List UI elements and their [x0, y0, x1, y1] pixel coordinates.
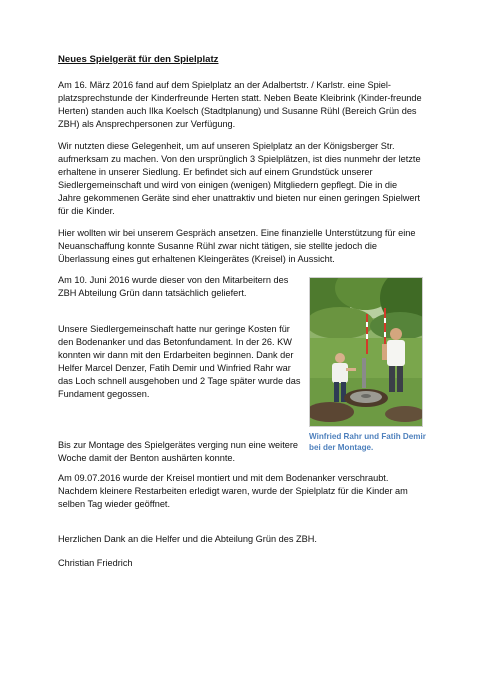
paragraph-6-text: Bis zur Montage des Spielgerätes verging nun eine weitere Woche damit der Benton aushärten konnte. [58, 440, 299, 463]
paragraph-7-text: Am 09.07.2016 wurde der Kreisel montiert und mit dem Bodenanker verschraubt. Nachdem kleinere Restarbeiten erledigt waren, wurde der Spielplatz für die Kinder am selben Tag wieder geöffnet. [58, 473, 408, 509]
paragraph-2 [58, 140, 422, 218]
paragraph-5-text: Unsere Siedlergemeinschaft hatte nur geringe Kosten für den Bodenanker und das Betonfundament. In der 26. KW konnten wir dann mit den Erdarbeiten beginnen. Dank der Helfer Marcel Denzer, Fatih Demir und Winfried Rahr war das Loch schnell ausgehoben und 2 Tage später wurde das Fundament gegossen. [58, 324, 301, 399]
paragraph-8 [58, 533, 422, 546]
paragraph-4-text: Am 10. Juni 2016 wurde dieser von den Mitarbeitern des ZBH Abteilung Grün dann tatsächlich geliefert. [58, 275, 289, 298]
paragraph-7 [58, 472, 422, 511]
paragraph-4 [58, 274, 303, 300]
article-title: Neues Spielgerät für den Spielplatz [58, 54, 219, 65]
paragraph-3 [58, 227, 422, 266]
paragraph-2-text: Wir nutzten diese Gelegenheit, um auf unseren Spielplatz an der Königsberger Str. aufmerksam zu machen. Von den ursprünglich 3 Spielplätzen, ist dies nunmehr der letzte erhaltene in unserer Siedlung. Er befindet sich auf einem Grundstück unserer Siedlergemeinschaft und wird von einigen (wenigen) Mitgliedern gepflegt. Die in die Jahre gekommenen Geräte sind eher unattraktiv und bieten nur einen geringen Spielwert für die Kinder. [58, 141, 421, 216]
installation-photo [309, 277, 423, 427]
signature [58, 557, 422, 570]
paragraph-1-text: Am 16. März 2016 fand auf dem Spielplatz an der Adalbertstr. / Karlstr. eine Spiel-platzsprechstunde der Kinderfreunde Herten statt. Neben Beate Kleibrink (Kinder-freunde Herten) standen auch Ilka Koelsch (Stadtplanung) und Susanne Rühl (Bereich Grün des ZBH) als Ansprechpersonen zur Verfügung. [58, 80, 422, 129]
photo-caption: Winfried Rahr und Fatih Demir bei der Montage. [309, 432, 426, 452]
paragraph-3-text: Hier wollten wir bei unserem Gespräch ansetzen. Eine finanzielle Unterstützung für eine Neuanschaffung konnte Susanne Rühl zwar nicht tätigen, sie stellte jedoch die Überlassung eines gut erhaltenen Kleingerätes (Kreisel) in Aussicht. [58, 228, 416, 264]
paragraph-1 [58, 79, 422, 131]
installation-photo-image [310, 278, 422, 426]
signature-text: Christian Friedrich [58, 558, 133, 568]
paragraph-5 [58, 323, 303, 401]
paragraph-8-text: Herzlichen Dank an die Helfer und die Abteilung Grün des ZBH. [58, 534, 317, 544]
paragraph-6 [58, 439, 303, 465]
